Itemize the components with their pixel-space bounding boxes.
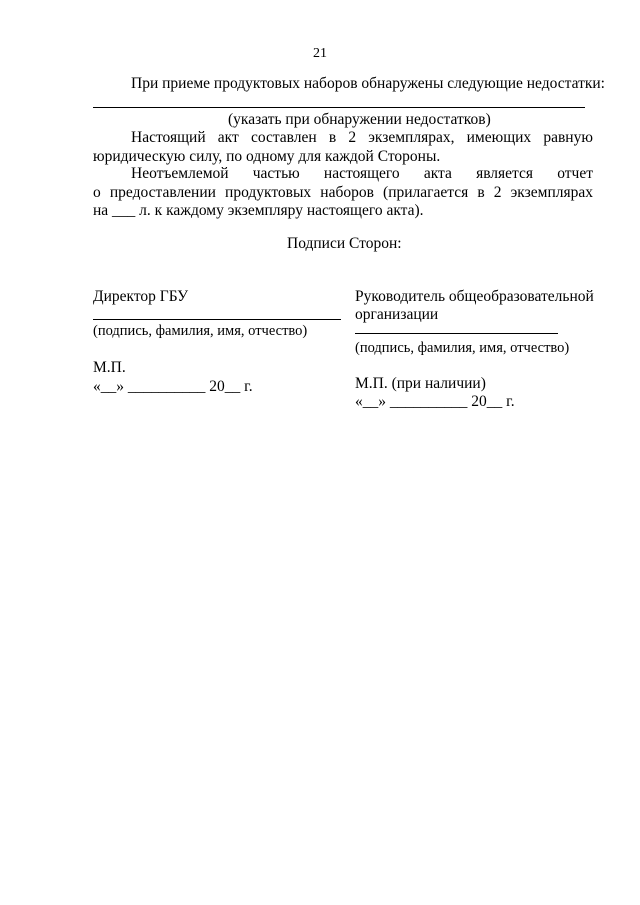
right-signatory-title-line1: Руководитель общеобразовательной [355, 288, 594, 305]
left-signature-line [93, 319, 341, 320]
word: акта [423, 165, 452, 182]
left-signatory-title: Директор ГБУ [93, 288, 189, 305]
word: настоящего [323, 165, 400, 182]
deficiencies-blank-line [93, 107, 585, 108]
left-signature-caption: (подпись, фамилия, имя, отчество) [93, 323, 308, 339]
word: 2 [348, 129, 357, 146]
report-paragraph-line2 [93, 183, 593, 203]
right-signatory-title-line2: организации [355, 306, 439, 323]
word: (прилагается [383, 184, 469, 201]
page-number: 21 [313, 46, 327, 61]
deficiencies-intro: При приеме продуктовых наборов обнаружены следующие недостатки: [131, 75, 605, 92]
word: в [477, 184, 485, 201]
word: частью [252, 165, 300, 182]
word: равную [543, 129, 593, 146]
right-date-line: «__» __________ 20__ г. [355, 393, 515, 410]
copies-paragraph-line2: юридическую силу, по одному для каждой Стороны. [93, 148, 441, 165]
report-paragraph-line3: на ___ л. к каждому экземпляру настоящего акта). [93, 202, 424, 219]
word: акт [217, 129, 239, 146]
word: Неотъемлемой [131, 165, 229, 182]
word: составлен [250, 129, 317, 146]
right-stamp-label: М.П. (при наличии) [355, 375, 486, 392]
left-stamp-label: М.П. [93, 359, 126, 376]
word: экземплярах, [368, 129, 455, 146]
report-paragraph-line1 [131, 164, 593, 184]
copies-paragraph-line1 [131, 128, 593, 148]
word: Настоящий [131, 129, 206, 146]
word: отчет [557, 165, 593, 182]
word: предоставлении [109, 184, 216, 201]
deficiencies-caption: (указать при обнаружении недостатков) [228, 111, 491, 128]
signatures-heading: Подписи Сторон: [287, 235, 402, 252]
word: продуктовых [225, 184, 312, 201]
word: в [328, 129, 337, 146]
word: является [476, 165, 534, 182]
word: экземплярах [510, 184, 593, 201]
word: о [93, 184, 101, 201]
left-date-line: «__» __________ 20__ г. [93, 378, 253, 395]
right-signature-caption: (подпись, фамилия, имя, отчество) [355, 340, 570, 356]
word: наборов [320, 184, 374, 201]
word: 2 [493, 184, 502, 201]
word: имеющих [466, 129, 532, 146]
right-signature-line [355, 333, 558, 334]
